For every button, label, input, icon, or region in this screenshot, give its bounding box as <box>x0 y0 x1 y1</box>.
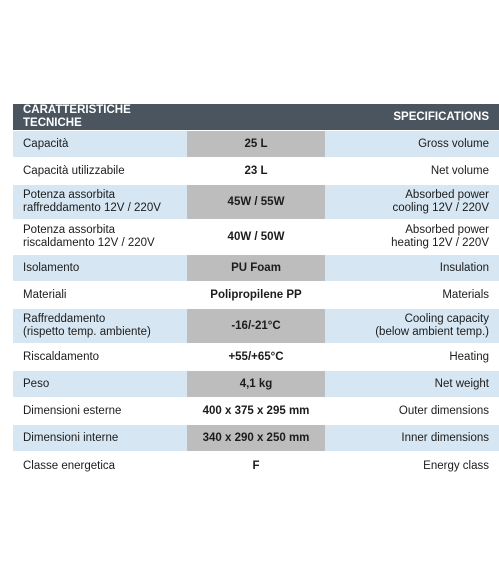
table-row <box>13 282 499 309</box>
header-left: CARATTERISTICHE TECNICHE <box>13 104 187 131</box>
row-value: 23 L <box>187 158 325 185</box>
table-row <box>13 398 499 425</box>
row-label-en: Inner dimensions <box>325 425 499 452</box>
row-label-en: Materials <box>325 282 499 309</box>
row-label-it: Materiali <box>13 282 187 309</box>
row-value: 4,1 kg <box>187 371 325 398</box>
table-row <box>13 185 499 220</box>
table-header-row <box>13 104 499 131</box>
row-label-en: Gross volume <box>325 131 499 158</box>
row-value: 40W / 50W <box>187 220 325 255</box>
row-label-en: Heating <box>325 344 499 371</box>
table-row <box>13 220 499 255</box>
header-middle <box>187 104 325 131</box>
row-label-en: Outer dimensions <box>325 398 499 425</box>
row-label-en-line1: Absorbed power <box>405 189 489 201</box>
spec-table <box>13 104 499 482</box>
row-value: 25 L <box>187 131 325 158</box>
row-label-en: Insulation <box>325 255 499 282</box>
row-label-it: Capacità utilizzabile <box>13 158 187 185</box>
row-label-it: Peso <box>13 371 187 398</box>
table-row <box>13 309 499 344</box>
row-label-it: Isolamento <box>13 255 187 282</box>
row-label-it-line2: (rispetto temp. ambiente) <box>23 326 151 338</box>
row-value: -16/-21°C <box>187 309 325 344</box>
table-row <box>13 344 499 371</box>
row-label-en: Net weight <box>325 371 499 398</box>
table-row <box>13 158 499 185</box>
row-label-it-line2: raffreddamento 12V / 220V <box>23 202 161 214</box>
row-value: Polipropilene PP <box>187 282 325 309</box>
row-label-it-line1: Raffreddamento <box>23 313 106 325</box>
row-label-it: Riscaldamento <box>13 344 187 371</box>
row-label-it <box>13 309 187 344</box>
row-value: 340 x 290 x 250 mm <box>187 425 325 452</box>
row-value: PU Foam <box>187 255 325 282</box>
row-label-en-line1: Cooling capacity <box>404 313 489 325</box>
row-label-en-line2: heating 12V / 220V <box>391 237 489 249</box>
row-label-it: Capacità <box>13 131 187 158</box>
header-right: SPECIFICATIONS <box>325 104 499 131</box>
table-row <box>13 131 499 158</box>
row-label-it <box>13 185 187 220</box>
row-label-it: Dimensioni interne <box>13 425 187 452</box>
row-label-en-line1: Absorbed power <box>405 224 489 236</box>
row-value: 45W / 55W <box>187 185 325 220</box>
row-label-it-line1: Potenza assorbita <box>23 189 116 201</box>
row-label-en: Energy class <box>325 452 499 482</box>
row-label-en <box>325 220 499 255</box>
row-label-en <box>325 185 499 220</box>
row-label-it: Dimensioni esterne <box>13 398 187 425</box>
row-label-en <box>325 309 499 344</box>
row-label-it <box>13 220 187 255</box>
table-row <box>13 452 499 482</box>
row-value: F <box>187 452 325 482</box>
row-label-it: Classe energetica <box>13 452 187 482</box>
table-row <box>13 371 499 398</box>
row-label-en-line2: cooling 12V / 220V <box>392 202 489 214</box>
row-label-en-line2: (below ambient temp.) <box>375 326 489 338</box>
row-value: +55/+65°C <box>187 344 325 371</box>
row-label-en: Net volume <box>325 158 499 185</box>
row-label-it-line1: Potenza assorbita <box>23 224 116 236</box>
table-row <box>13 425 499 452</box>
row-value: 400 x 375 x 295 mm <box>187 398 325 425</box>
row-label-it-line2: riscaldamento 12V / 220V <box>23 237 155 249</box>
table-row <box>13 255 499 282</box>
